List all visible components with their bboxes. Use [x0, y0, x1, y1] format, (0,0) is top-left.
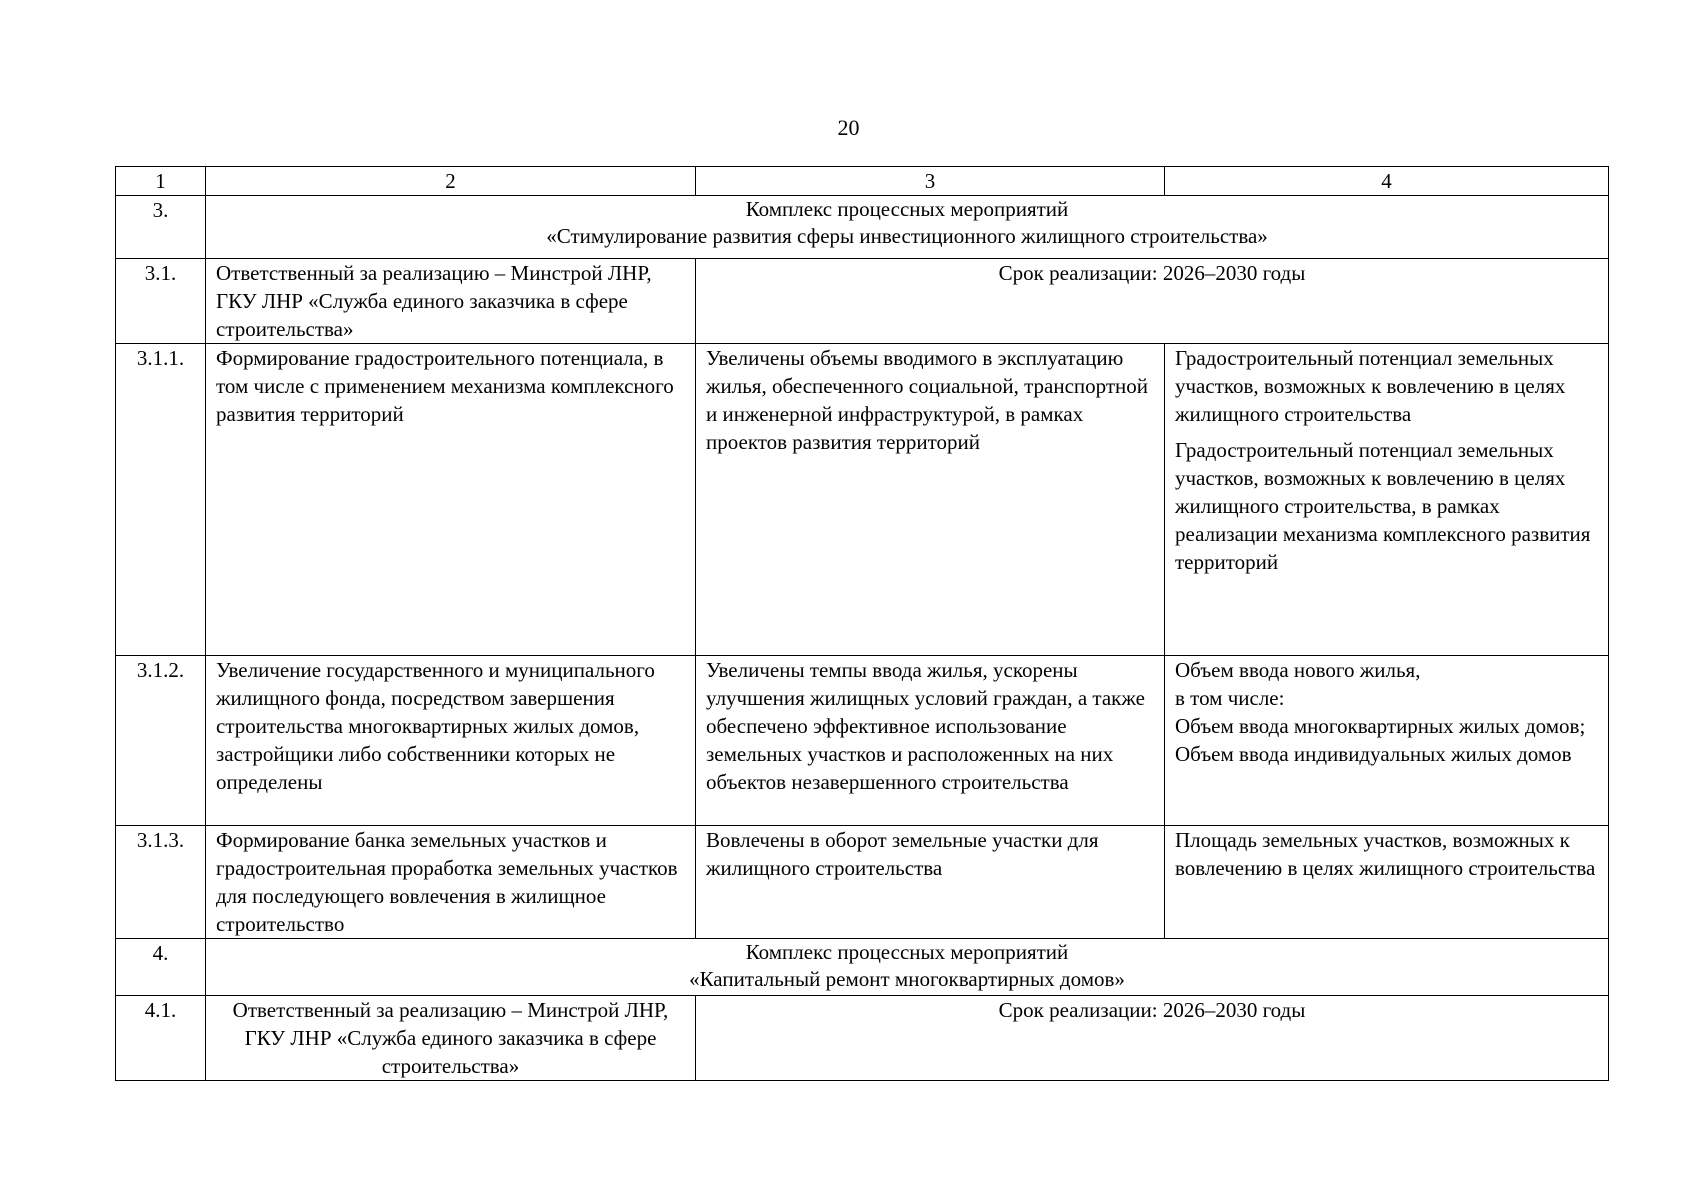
- indicator-2: Градостроительный потенциал земельных участков, возможных к вовлечению в целях жилищного строительства, в рамках реализации механизма комплексного развития территорий: [1175, 438, 1591, 574]
- row-number: 4.1.: [116, 996, 206, 1081]
- responsible-cell: Ответственный за реализацию – Минстрой ЛНР, ГКУ ЛНР «Служба единого заказчика в сфере строительства»: [206, 996, 696, 1081]
- indicator-cell: [1165, 656, 1609, 826]
- row-number: 4.: [116, 939, 206, 996]
- indicator-line: Объем ввода индивидуальных жилых домов: [1175, 742, 1572, 766]
- measures-table: [115, 166, 1609, 1081]
- result-cell: Вовлечены в оборот земельные участки для жилищного строительства: [696, 826, 1165, 939]
- task-cell: Формирование банка земельных участков и градостроительная проработка земельных участков для последующего вовлечения в жилищное строительство: [206, 826, 696, 939]
- section-title-line2: «Капитальный ремонт многоквартирных домов»: [689, 967, 1125, 991]
- table-row-4: [116, 939, 1609, 996]
- row-number: 3.1.: [116, 259, 206, 344]
- indicator-1: Градостроительный потенциал земельных участков, возможных к вовлечению в целях жилищного строительства: [1175, 346, 1566, 426]
- section-title: [206, 196, 1609, 259]
- row-number: 3.: [116, 196, 206, 259]
- row-number: 3.1.1.: [116, 344, 206, 656]
- column-header-3: 3: [696, 167, 1165, 196]
- table-row-3-1-2: [116, 656, 1609, 826]
- section-title-line2: «Стимулирование развития сферы инвестиционного жилищного строительства»: [546, 224, 1268, 248]
- indicator-line: Объем ввода многоквартирных жилых домов;: [1175, 714, 1586, 738]
- indicator-cell: Площадь земельных участков, возможных к вовлечению в целях жилищного строительства: [1165, 826, 1609, 939]
- responsible-cell: Ответственный за реализацию – Минстрой ЛНР, ГКУ ЛНР «Служба единого заказчика в сфере строительства»: [206, 259, 696, 344]
- table-row-3-1-1: [116, 344, 1609, 656]
- task-cell: Формирование градостроительного потенциала, в том числе с применением механизма комплексного развития территорий: [206, 344, 696, 656]
- table-row-3-1: [116, 259, 1609, 344]
- result-cell: Увеличены темпы ввода жилья, ускорены улучшения жилищных условий граждан, а также обеспечено эффективное использование земельных участков и расположенных на них объектов незавершенного строительства: [696, 656, 1165, 826]
- column-header-2: 2: [206, 167, 696, 196]
- indicator-cell: [1165, 344, 1609, 656]
- term-cell: Срок реализации: 2026–2030 годы: [696, 259, 1609, 344]
- indicator-line: в том числе:: [1175, 686, 1285, 710]
- term-cell: Срок реализации: 2026–2030 годы: [696, 996, 1609, 1081]
- table-row-4-1: [116, 996, 1609, 1081]
- column-header-1: 1: [116, 167, 206, 196]
- section-title-line1: Комплекс процессных мероприятий: [745, 940, 1069, 964]
- indicator-line: Объем ввода нового жилья,: [1175, 658, 1421, 682]
- section-title-line1: Комплекс процессных мероприятий: [745, 197, 1069, 221]
- task-cell: Увеличение государственного и муниципального жилищного фонда, посредством завершения строительства многоквартирных жилых домов, застройщики либо собственники которых не определены: [206, 656, 696, 826]
- page-number: 20: [837, 115, 860, 140]
- row-number: 3.1.2.: [116, 656, 206, 826]
- result-cell: Увеличены объемы вводимого в эксплуатацию жилья, обеспеченного социальной, транспортной и инженерной инфраструктурой, в рамках проектов развития территорий: [696, 344, 1165, 656]
- section-title: [206, 939, 1609, 996]
- table-header-row: [116, 167, 1609, 196]
- column-header-4: 4: [1165, 167, 1609, 196]
- table-row-3-1-3: [116, 826, 1609, 939]
- table-row-3: [116, 196, 1609, 259]
- row-number: 3.1.3.: [116, 826, 206, 939]
